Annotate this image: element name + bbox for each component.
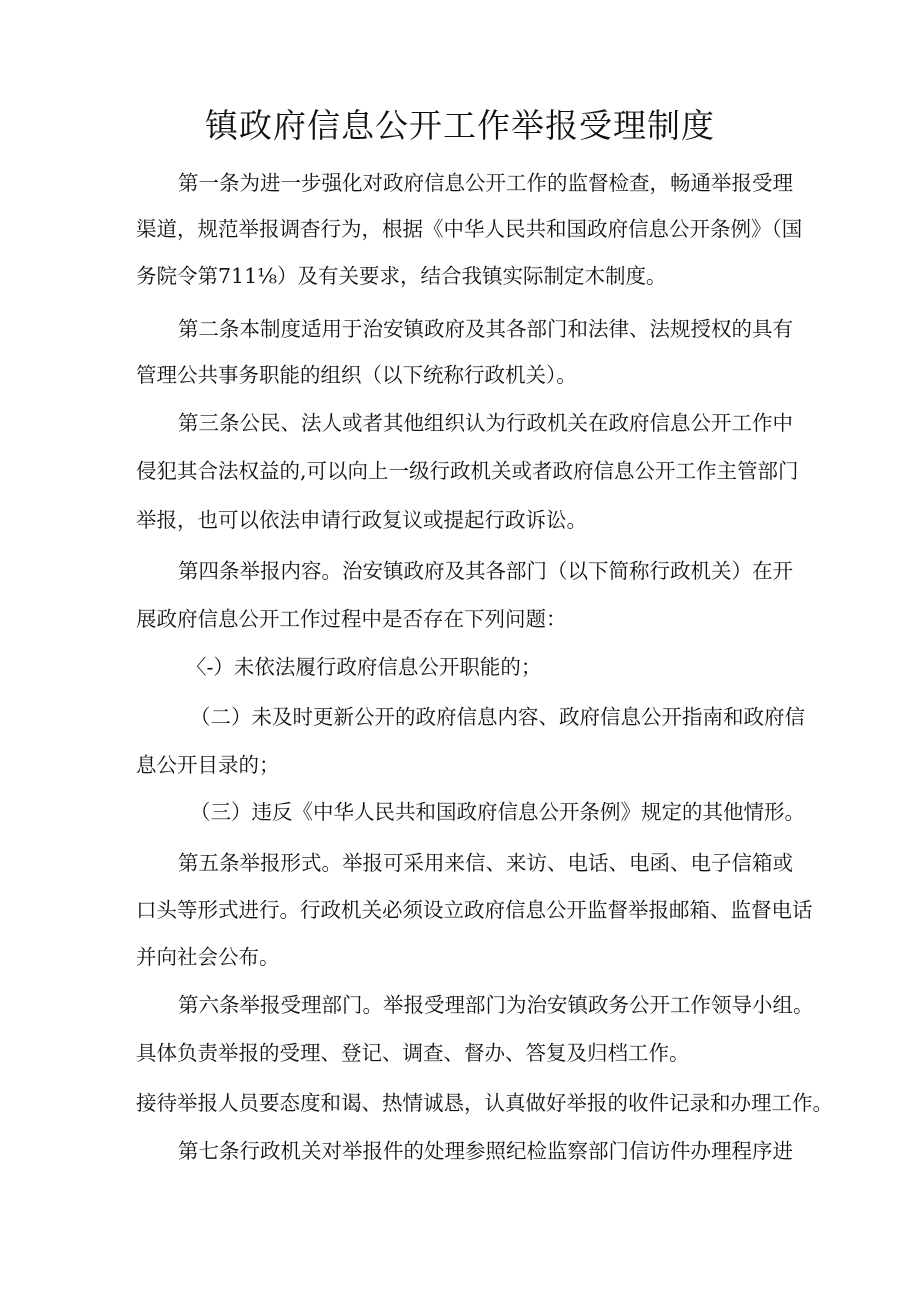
- article-6-line-2: 具体负责举报的受理、登记、调查、督办、答复及归档工作。: [136, 1041, 690, 1065]
- article-5-line-3: 并向社会公布。: [136, 945, 280, 969]
- article-4-item-1: 〈-）未依法履行政府信息公开职能的；: [186, 655, 542, 679]
- article-3-line-1: 第三条公民、法人或者其他组织认为行政机关在政府信息公开工作中: [178, 411, 793, 435]
- article-3-line-2: 侵犯其合法权益的,可以向上一级行政机关或者政府信息公开工作主管部门: [136, 459, 799, 483]
- article-5-line-1: 第五条举报形式。举报可采用来信、来访、电话、电函、电子信箱或: [178, 851, 793, 875]
- document-title: 镇政府信息公开工作举报受理制度: [205, 106, 715, 145]
- article-4-line-2: 展政府信息公开工作过程中是否存在下列问题：: [136, 607, 567, 631]
- article-5-line-2: 口头等形式进行。行政机关必须设立政府信息公开监督举报邮箱、监督电话: [136, 898, 813, 922]
- article-4-item-3: （三）违反《中华人民共和国政府信息公开条例》规定的其他情形。: [190, 800, 805, 824]
- article-2-line-2: 管理公共事务职能的组织（以下统称行政机关）。: [136, 363, 577, 387]
- article-4-item-2-line-2: 息公开目录的；: [136, 753, 280, 777]
- article-1-line-2: 渠道，规范举报调杳行为，根据《中华人民共和国政府信息公开条例》（国: [136, 217, 803, 241]
- article-7-line-1: 第七条行政机关对举报件的处理参照纪检监察部门信访件办理程序进: [178, 1139, 793, 1163]
- article-1-line-1: 第一条为进一步强化对政府信息公开工作的监督检查，畅通举报受理: [178, 171, 793, 195]
- article-3-line-3: 举报，也可以依法申请行政复议或提起行政诉讼。: [136, 508, 587, 532]
- article-1-line-3: 务院令第711⅛）及有关要求，结合我镇实际制定木制度。: [136, 264, 667, 288]
- article-6-line-3: 接待举报人员要态度和谒、热情诚恳，认真做好举报的收件记录和办理工作。: [136, 1091, 833, 1115]
- article-2-line-1: 第二条本制度适用于治安镇政府及其各部门和法律、法规授权的具有: [178, 317, 793, 341]
- article-6-line-1: 第六条举报受理部门。举报受理部门为治安镇政务公开工作领导小组。: [178, 993, 814, 1017]
- article-4-item-2-line-1: （二）未及时更新公开的政府信息内容、政府信息公开指南和政府信: [190, 705, 805, 729]
- article-4-line-1: 第四条举报内容。治安镇政府及其各部门（以下简称行政机关）在开: [178, 559, 793, 583]
